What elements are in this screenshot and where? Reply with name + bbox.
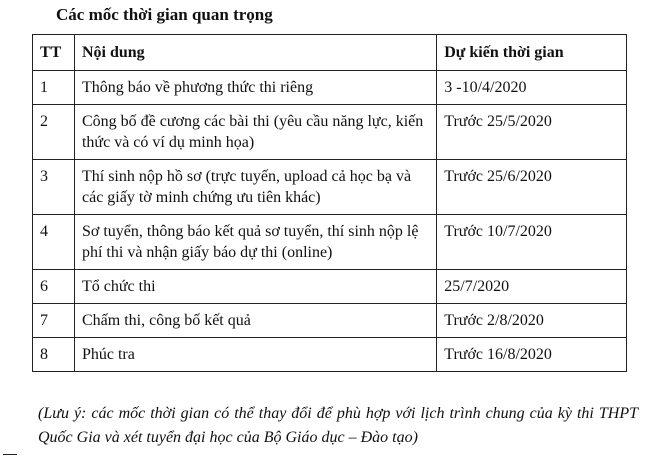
table-row <box>33 71 627 105</box>
row-tt: 8 <box>33 338 75 372</box>
schedule-table <box>32 34 627 372</box>
row-tt: 6 <box>33 270 75 304</box>
row-content: Thí sinh nộp hồ sơ (trực tuyến, upload cả học bạ và các giấy tờ minh chứng ưu tiên khác) <box>74 160 436 215</box>
row-time: Trước 16/8/2020 <box>437 338 627 372</box>
row-content: Sơ tuyển, thông báo kết quả sơ tuyển, thí sinh nộp lệ phí thi và nhận giấy báo dự thi (online) <box>74 215 436 270</box>
table-row <box>33 215 627 270</box>
row-content: Tổ chức thi <box>74 270 436 304</box>
table-row <box>33 105 627 160</box>
header-time: Dự kiến thời gian <box>437 35 627 71</box>
table-header-row <box>33 35 627 71</box>
footnote: (Lưu ý: các mốc thời gian có thể thay đổi để phù hợp với lịch trình chung của kỳ thi THPT Quốc Gia và xét tuyển đại học của Bộ Giáo dục – Đào tạo) <box>38 405 638 446</box>
row-time: Trước 25/6/2020 <box>437 160 627 215</box>
header-tt: TT <box>33 35 75 71</box>
row-tt: 1 <box>33 71 75 105</box>
row-time: 3 -10/4/2020 <box>437 71 627 105</box>
divider-mark <box>3 454 17 455</box>
table-row <box>33 304 627 338</box>
row-time: Trước 2/8/2020 <box>437 304 627 338</box>
header-content: Nội dung <box>74 35 436 71</box>
row-content: Công bố đề cương các bài thi (yêu cầu năng lực, kiến thức và có ví dụ minh họa) <box>74 105 436 160</box>
table-row <box>33 270 627 304</box>
row-time: Trước 25/5/2020 <box>437 105 627 160</box>
row-tt: 4 <box>33 215 75 270</box>
row-content: Chấm thi, công bố kết quả <box>74 304 436 338</box>
page-title: Các mốc thời gian quan trọng <box>56 5 273 24</box>
row-tt: 3 <box>33 160 75 215</box>
table-row <box>33 160 627 215</box>
row-tt: 7 <box>33 304 75 338</box>
row-time: Trước 10/7/2020 <box>437 215 627 270</box>
table-row <box>33 338 627 372</box>
row-content: Phúc tra <box>74 338 436 372</box>
row-tt: 2 <box>33 105 75 160</box>
row-time: 25/7/2020 <box>437 270 627 304</box>
row-content: Thông báo về phương thức thi riêng <box>74 71 436 105</box>
